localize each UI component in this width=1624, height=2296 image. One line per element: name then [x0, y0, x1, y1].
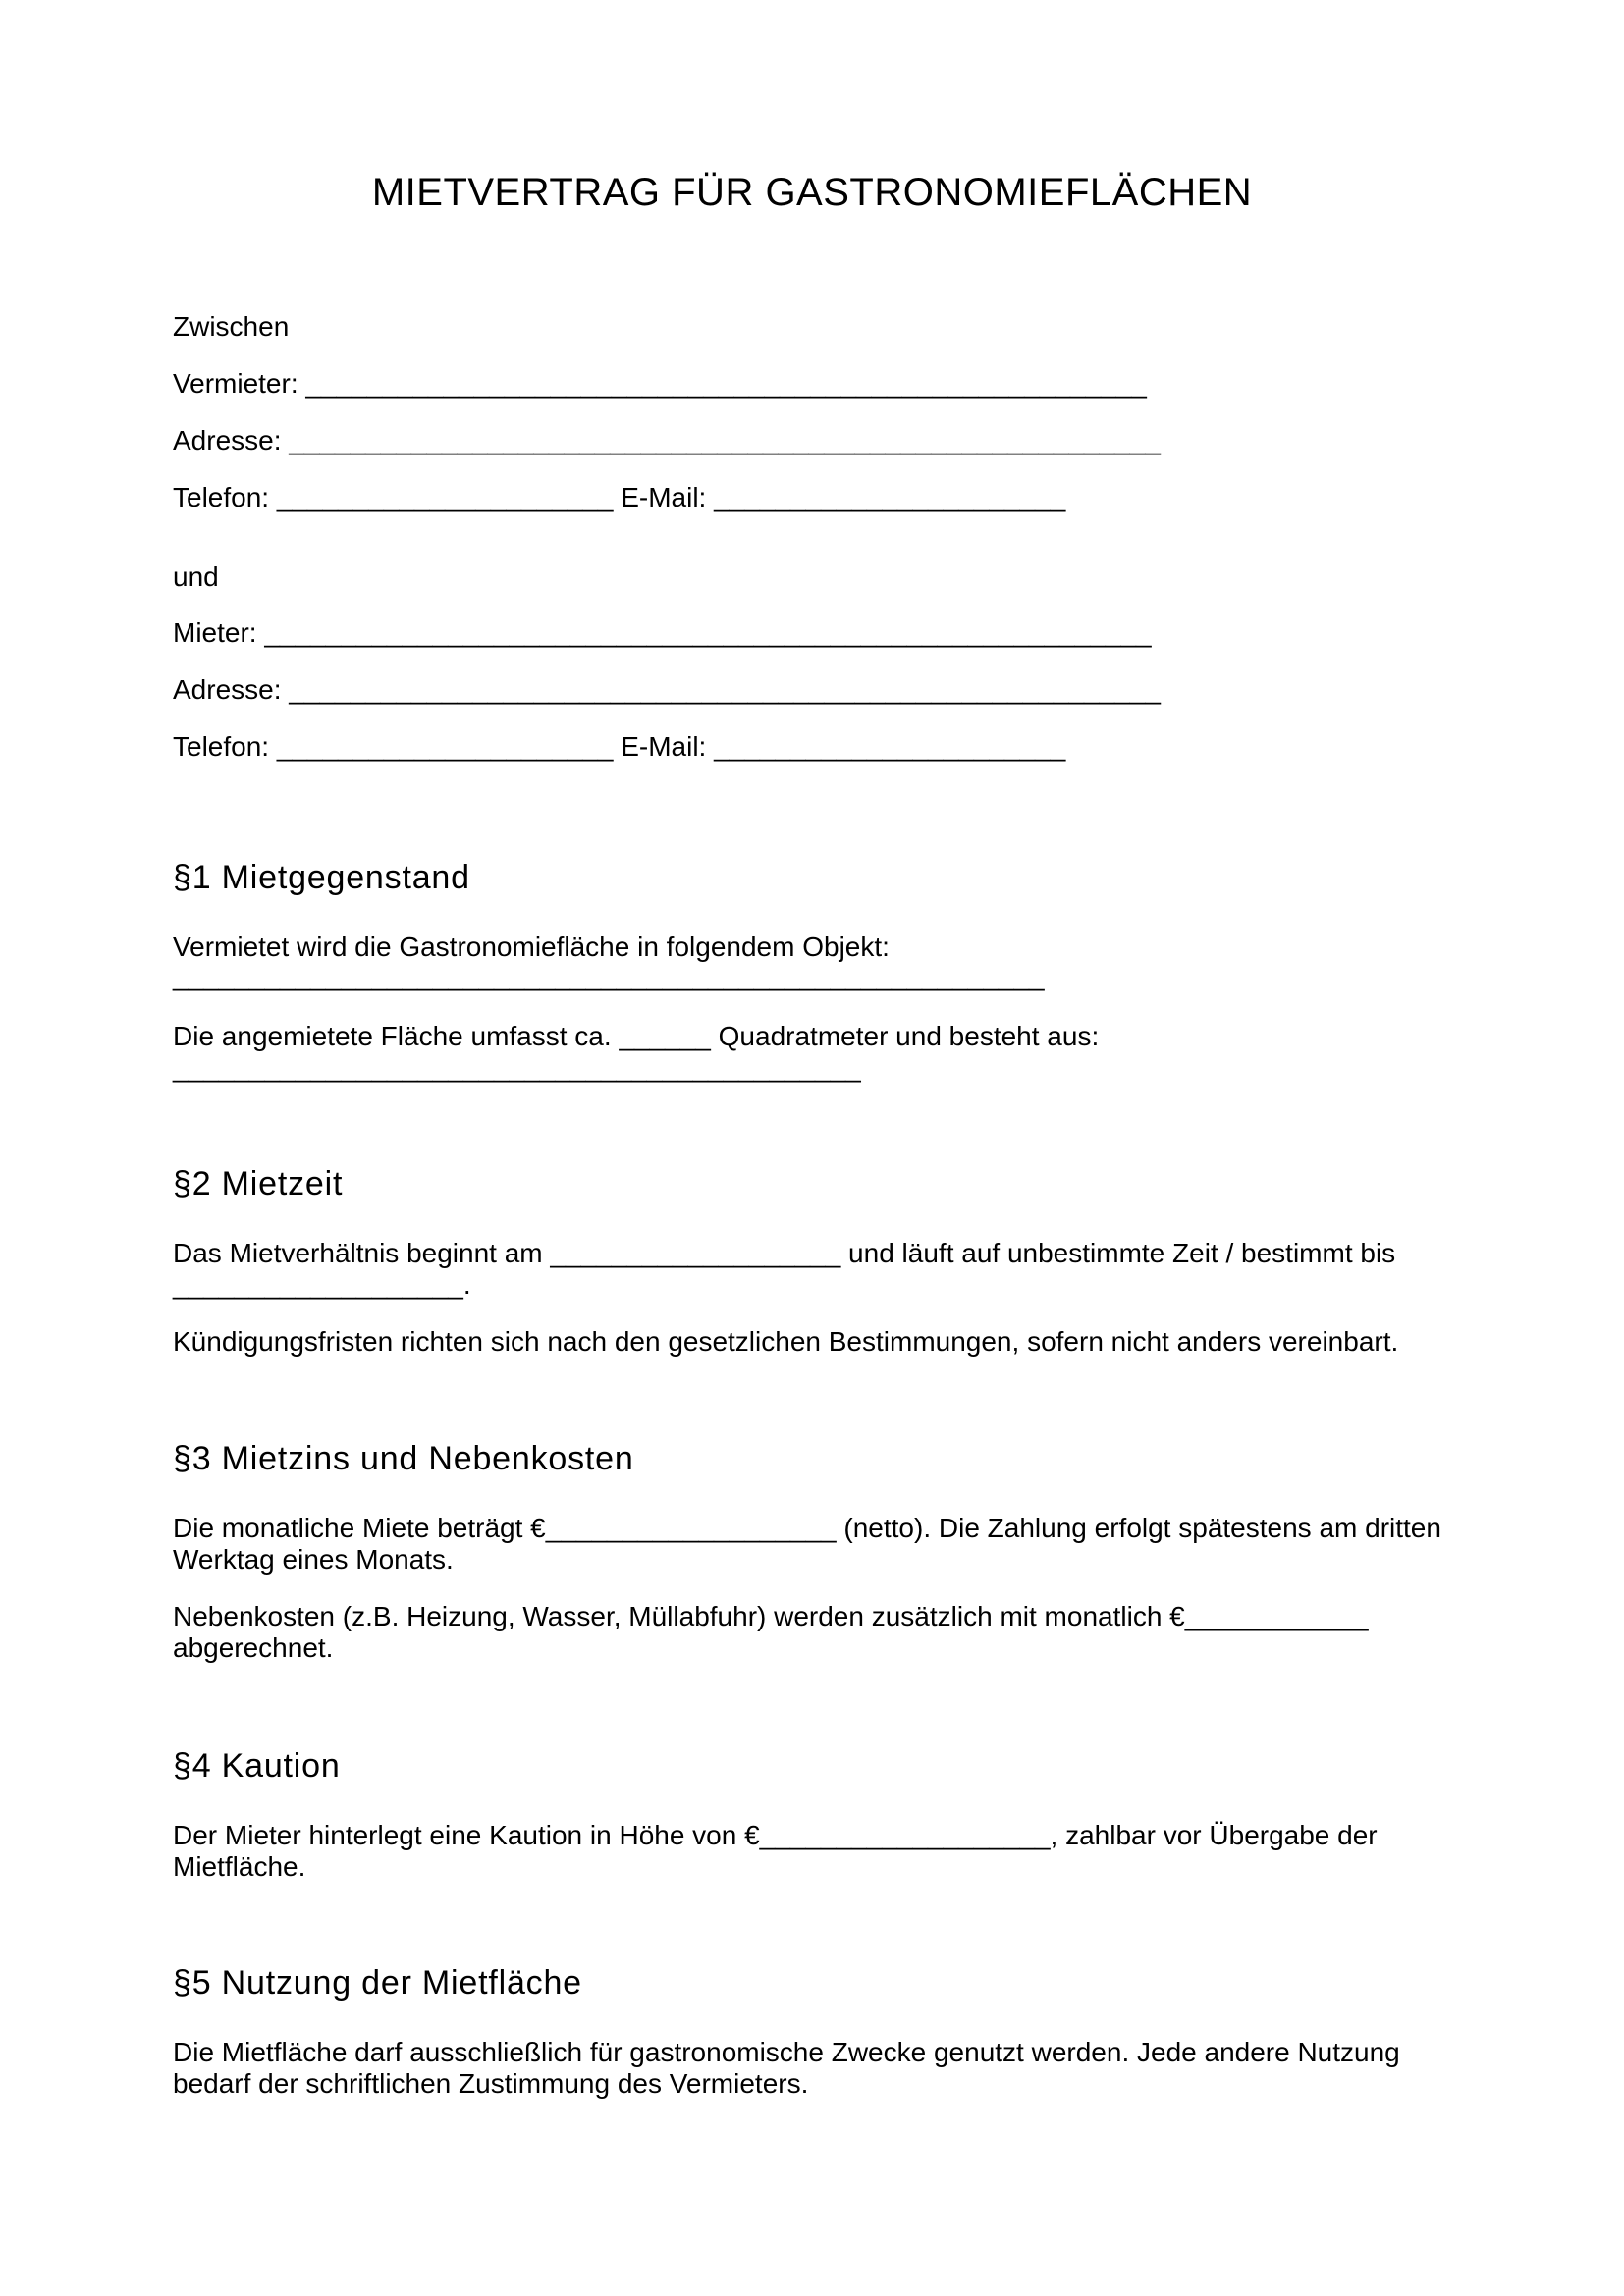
tenant-address-field: Adresse: _________________________________________________________: [173, 674, 1161, 705]
section-3-text-2b: abgerechnet.: [173, 1632, 334, 1663]
section-2-heading: §2 Mietzeit: [173, 1165, 344, 1202]
landlord-name-field: Vermieter: _______________________________________________________: [173, 368, 1147, 399]
section-1-text-1: Vermietet wird die Gastronomiefläche in folgendem Objekt:: [173, 932, 890, 962]
section-4-text-1a: Der Mieter hinterlegt eine Kaution in Höhe von €___________________, zahlbar vor Übergabe der: [173, 1820, 1378, 1850]
section-1-blank-1: _________________________________________________________: [173, 961, 1045, 991]
section-4-heading: §4 Kaution: [173, 1747, 341, 1785]
section-2-text-2: Kündigungsfristen richten sich nach den gesetzlichen Bestimmungen, sofern nicht anders vereinbart.: [173, 1326, 1399, 1357]
document-title: MIETVERTRAG FÜR GASTRONOMIEFLÄCHEN: [371, 171, 1253, 214]
section-3-heading: §3 Mietzins und Nebenkosten: [173, 1440, 634, 1477]
and-label: und: [173, 561, 219, 592]
section-2-text-1a: Das Mietverhältnis beginnt am ___________________ und läuft auf unbestimmte Zeit / bestimmt bis: [173, 1238, 1396, 1268]
section-1-text-2: Die angemietete Fläche umfasst ca. ______ Quadratmeter und besteht aus:: [173, 1021, 1100, 1051]
section-1-heading: §1 Mietgegenstand: [173, 859, 470, 896]
section-1-blank-2: _____________________________________________: [173, 1052, 861, 1083]
landlord-address-field: Adresse: _________________________________________________________: [173, 425, 1161, 455]
section-3-text-1a: Die monatliche Miete beträgt €___________________ (netto). Die Zahlung erfolgt spätestens am dritten: [173, 1513, 1441, 1543]
section-3-text-1b: Werktag eines Monats.: [173, 1544, 454, 1575]
section-3-text-2a: Nebenkosten (z.B. Heizung, Wasser, Müllabfuhr) werden zusätzlich mit monatlich €____________: [173, 1601, 1369, 1631]
tenant-contact-field: Telefon: ______________________ E-Mail: _______________________: [173, 731, 1066, 762]
section-2-text-1b: ___________________.: [173, 1269, 471, 1300]
section-4-text-1b: Mietfläche.: [173, 1851, 306, 1882]
section-5-text-1b: bedarf der schriftlichen Zustimmung des Vermieters.: [173, 2068, 809, 2099]
section-5-text-1a: Die Mietfläche darf ausschließlich für gastronomische Zwecke genutzt werden. Jede andere Nutzung: [173, 2037, 1400, 2067]
landlord-contact-field: Telefon: ______________________ E-Mail: _______________________: [173, 482, 1066, 512]
tenant-name-field: Mieter: __________________________________________________________: [173, 617, 1152, 648]
between-label: Zwischen: [173, 311, 290, 342]
section-5-heading: §5 Nutzung der Mietfläche: [173, 1964, 582, 2002]
